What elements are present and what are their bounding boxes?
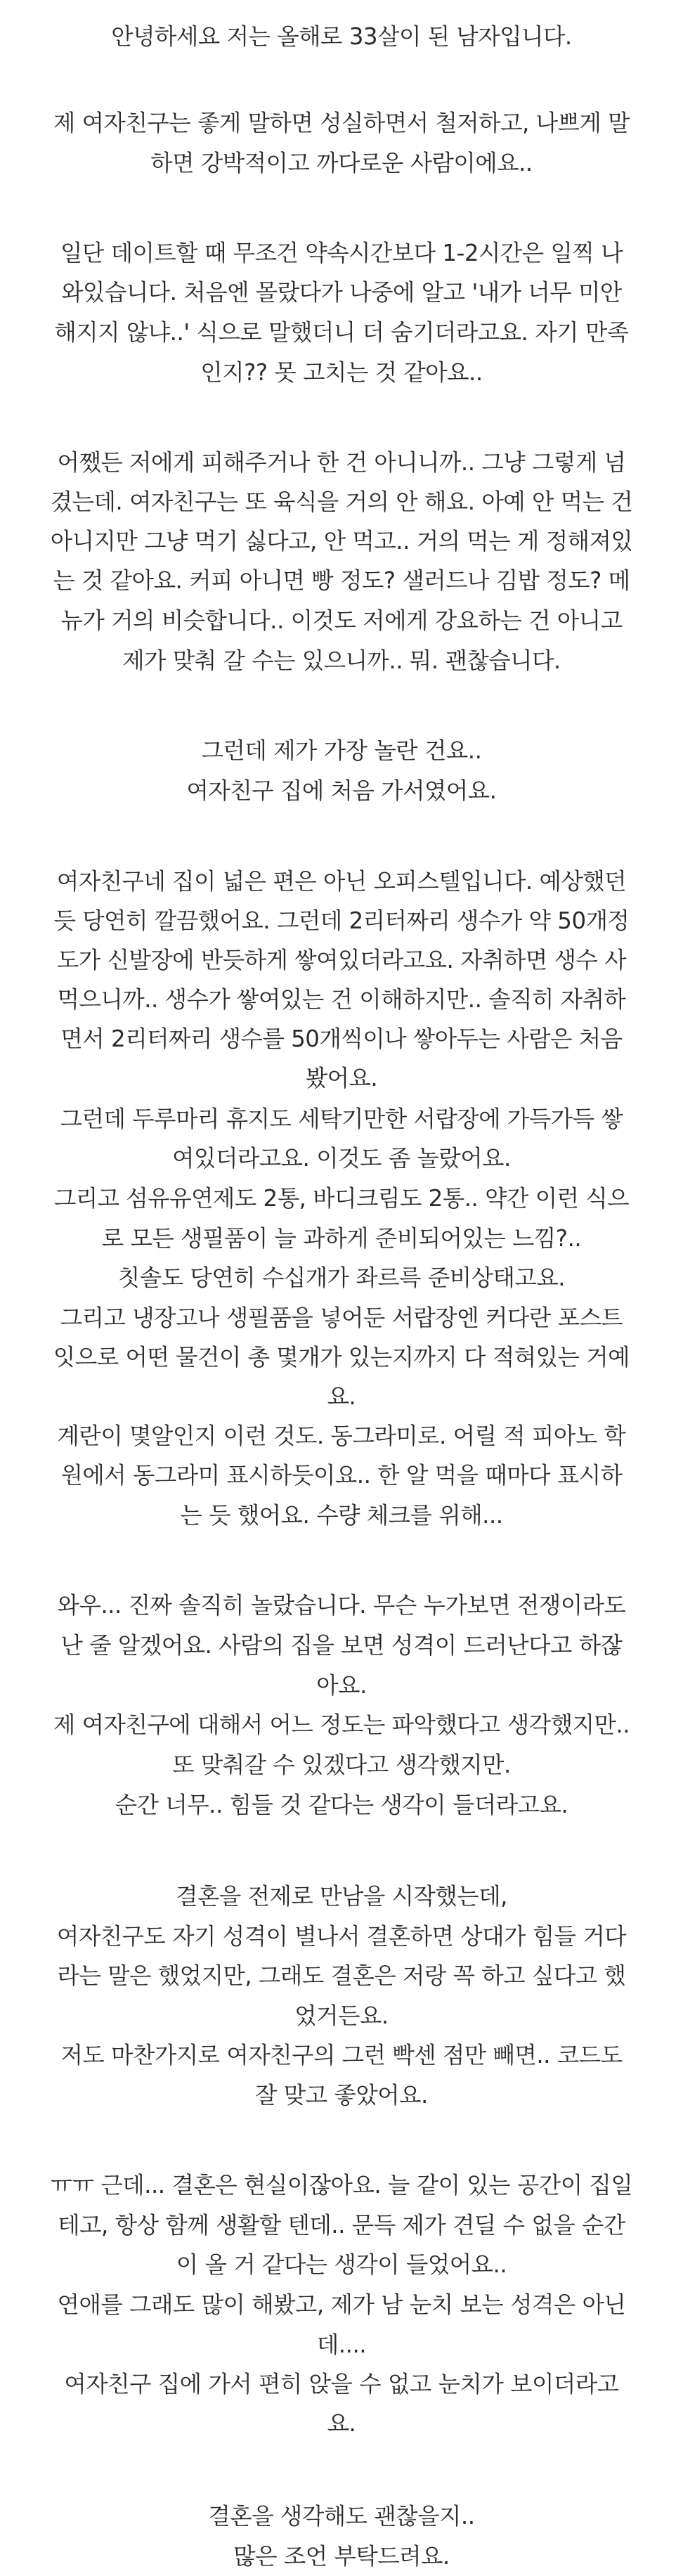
- post-line: 면서 2리터짜리 생수를 50개씩이나 쌓아두는 사람은 처음: [60, 1025, 623, 1052]
- post-line: 요.: [327, 2410, 356, 2437]
- post-line: 칫솔도 당연히 수십개가 좌르륵 준비상태고요.: [117, 1264, 566, 1291]
- post-line: 연애를 그래도 많이 해봤고, 제가 남 눈치 보는 성격은 아닌: [57, 2291, 626, 2318]
- post-line: 아니지만 그냥 먹기 싫다고, 안 먹고.. 거의 먹는 게 정해져있: [50, 528, 633, 555]
- post-line: 난 줄 알겠어요. 사람의 집을 보면 성격이 드러난다고 하잖: [60, 1632, 623, 1659]
- post-line: 안녕하세요 저는 올해로 33살이 된 남자입니다.: [111, 23, 572, 50]
- post-line: 요.: [327, 1383, 356, 1410]
- post-line: 여있더라고요. 이것도 좀 놀랐어요.: [172, 1145, 511, 1172]
- post-line: 순간 너무.. 힘들 것 같다는 생각이 들더라고요.: [115, 1792, 568, 1818]
- post-line: 여자친구 집에 처음 가서였어요.: [186, 777, 497, 804]
- post-line: 잘 맞고 좋았어요.: [255, 2082, 428, 2109]
- post-line: 먹으니까.. 생수가 쌓여있는 건 이해하지만.. 솔직히 자취하: [57, 986, 626, 1013]
- post-line: 그런데 제가 가장 놀란 건요..: [201, 737, 482, 764]
- post-line: 아요.: [316, 1672, 367, 1699]
- post-line: 는 것 같아요. 커피 아니면 빵 정도? 샐러드나 김밥 정도? 메: [53, 567, 630, 594]
- post-line: 여자친구도 자기 성격이 별나서 결혼하면 상대가 힘들 거다: [56, 1923, 627, 1950]
- post-line: 인지?? 못 고치는 것 같아요..: [200, 359, 483, 386]
- post-line: 원에서 동그라미 표시하듯이요.. 한 알 먹을 때마다 표시하: [60, 1462, 623, 1489]
- post-line: 그런데 두루마리 휴지도 세탁기만한 서랍장에 가득가득 쌓: [60, 1106, 623, 1132]
- post-line: 듯 당연히 깔끔했어요. 그런데 2리터짜리 생수가 약 50개정: [53, 907, 630, 934]
- post-line: 일단 데이트할 때 무조건 약속시간보다 1-2시간은 일찍 나: [60, 240, 623, 266]
- post-line: 그리고 냉장고나 생필품을 넣어둔 서랍장엔 커다란 포스트: [60, 1305, 623, 1331]
- post-line: 또 맞춰갈 수 있겠다고 생각했지만.: [172, 1752, 511, 1778]
- post-line: 그리고 섬유유연제도 2통, 바디크림도 2통.. 약간 이런 식으: [53, 1185, 630, 1212]
- post-line: 와우... 진짜 솔직히 놀랐습니다. 무슨 누가보면 전쟁이라도: [57, 1592, 626, 1619]
- post-line: 라는 말은 했었지만, 그래도 결혼은 저랑 꼭 하고 싶다고 했: [57, 1962, 626, 1989]
- post-line: 겼는데. 여자친구는 또 육식을 거의 안 해요. 아예 안 먹는 건: [50, 488, 633, 515]
- post-line: 제가 맞춰 갈 수는 있으니까.. 뭐. 괜찮습니다.: [122, 647, 561, 674]
- post-line: 도가 신발장에 반듯하게 쌓여있더라고요. 자취하면 생수 사: [56, 947, 627, 973]
- post-line: 이 올 거 같다는 생각이 들었어요..: [176, 2251, 507, 2278]
- post-line: 저도 마찬가지로 여자친구의 그런 빡센 점만 빼면.. 코드도: [60, 2042, 623, 2069]
- post-line: 여자친구네 집이 넓은 편은 아닌 오피스텔입니다. 예상했던: [56, 868, 627, 895]
- post-line: 봤어요.: [305, 1065, 378, 1092]
- post-line: 결혼을 전제로 만남을 시작했는데,: [176, 1883, 507, 1910]
- post-line: 테고, 항상 함께 생활할 텐데.. 문득 제가 견딜 수 없을 순간: [58, 2212, 625, 2239]
- post-line: 잇으로 어떤 물건이 총 몇개가 있는지까지 다 적혀있는 거예: [53, 1344, 630, 1371]
- post-line: 하면 강박적이고 까다로운 사람이에요..: [150, 150, 533, 176]
- post-line: 로 모든 생필품이 늘 과하게 준비되어있는 느낌?..: [101, 1225, 582, 1252]
- post-line: ㅠㅠ 근데... 결혼은 현실이잖아요. 늘 같이 있는 공간이 집일: [50, 2172, 633, 2199]
- post-line: 결혼을 생각해도 괜찮을지..: [208, 2503, 475, 2530]
- post-line: 제 여자친구에 대해서 어느 정도는 파악했다고 생각했지만..: [53, 1711, 630, 1738]
- post-line: 많은 조언 부탁드려요.: [233, 2543, 450, 2570]
- post-line: 제 여자친구는 좋게 말하면 성실하면서 철저하고, 나쁘게 말: [53, 110, 630, 136]
- post-line: 어쨌든 저에게 피해주거나 한 건 아니니까.. 그냥 그렇게 넘: [57, 449, 626, 476]
- post-line: 데....: [316, 2331, 367, 2358]
- post-line: 뉴가 거의 비슷합니다.. 이것도 저에게 강요하는 건 아니고: [60, 607, 623, 634]
- post-line: 는 듯 했어요. 수량 체크를 위해...: [180, 1502, 503, 1529]
- post-line: 여자친구 집에 가서 편히 앉을 수 없고 눈치가 보이더라고: [64, 2371, 619, 2397]
- post-line: 었거든요.: [294, 2002, 389, 2029]
- post-line: 해지지 않냐..' 식으로 말했더니 더 숨기더라고요. 자기 만족: [54, 319, 629, 346]
- post-line: 계란이 몇알인지 이런 것도. 동그라미로. 어릴 적 피아노 학: [57, 1423, 626, 1449]
- post-line: 와있습니다. 처음엔 몰랐다가 나중에 알고 '내가 너무 미안: [61, 279, 622, 306]
